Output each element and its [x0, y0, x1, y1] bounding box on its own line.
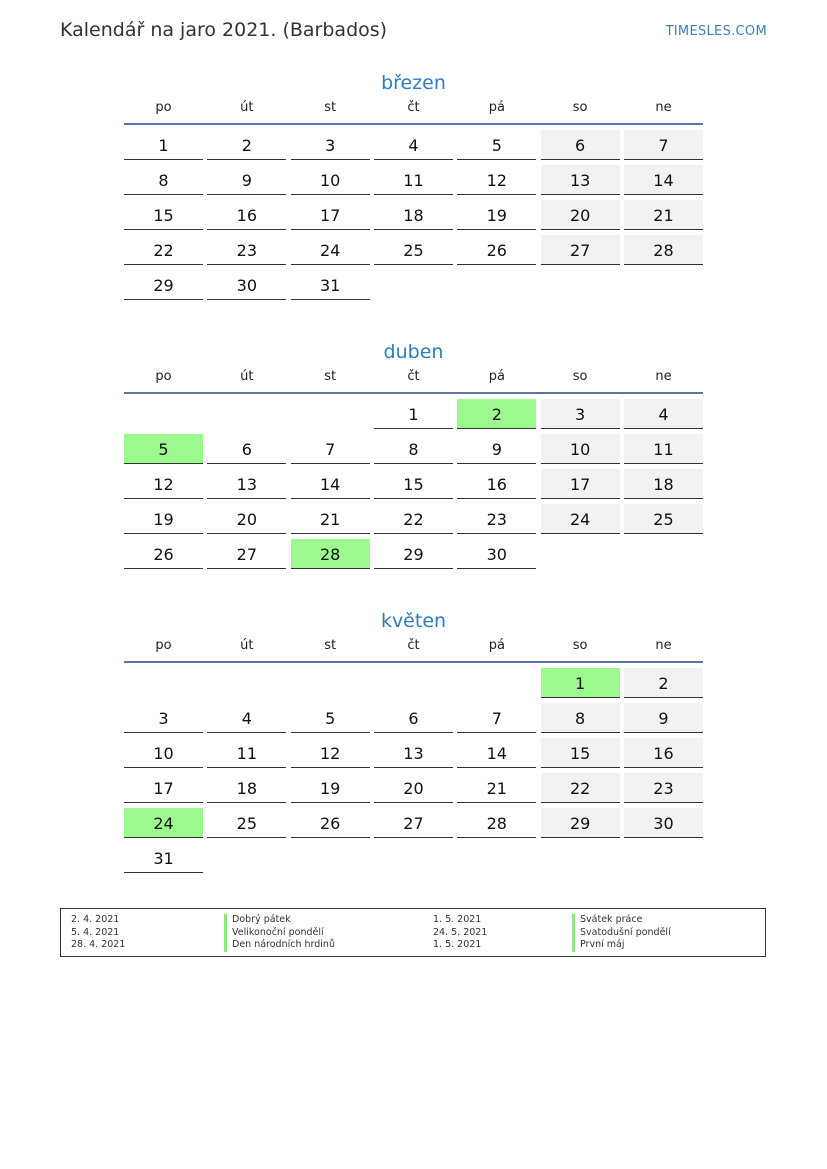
holiday-dates-right [433, 914, 487, 952]
day-cell: 12 [457, 165, 536, 195]
day-cell: 16 [457, 469, 536, 499]
day-cell: 27 [541, 235, 620, 265]
holiday-day-cell: 24 [124, 808, 203, 838]
day-cell: 17 [541, 469, 620, 499]
weekday-label: st [324, 369, 337, 384]
day-cell: 11 [207, 738, 286, 768]
day-cell: 14 [291, 469, 370, 499]
holiday-date: 5. 4. 2021 [71, 926, 120, 938]
day-cell: 19 [457, 200, 536, 230]
day-cell: 25 [207, 808, 286, 838]
day-cell: 15 [124, 200, 203, 230]
day-grid [124, 663, 703, 873]
day-cell: 13 [374, 738, 453, 768]
holiday-date: 1. 5. 2021 [433, 914, 482, 925]
holiday-date: 1. 5. 2021 [433, 939, 482, 950]
empty-cell [207, 399, 286, 429]
empty-cell [124, 668, 203, 698]
month-march [124, 68, 703, 300]
holiday-name: Svátek práce [572, 914, 671, 927]
day-cell: 2 [207, 130, 286, 160]
day-cell: 13 [207, 469, 286, 499]
day-cell: 6 [374, 703, 453, 733]
weekday-label: pá [488, 100, 505, 115]
weekday-label: pá [488, 369, 505, 384]
day-cell: 23 [207, 235, 286, 265]
month-title: duben [383, 341, 444, 363]
holiday-names-right [572, 914, 671, 952]
day-cell: 5 [291, 703, 370, 733]
day-cell: 22 [541, 773, 620, 803]
day-cell: 4 [624, 399, 703, 429]
day-cell: 14 [457, 738, 536, 768]
day-cell: 25 [624, 504, 703, 534]
holiday-day-cell: 5 [124, 434, 203, 464]
day-cell: 23 [624, 773, 703, 803]
day-cell: 3 [124, 703, 203, 733]
day-cell: 24 [291, 235, 370, 265]
weekday-label: ne [655, 100, 672, 115]
day-cell: 17 [291, 200, 370, 230]
month-title: březen [381, 72, 446, 94]
day-cell: 31 [291, 270, 370, 300]
holiday-name: Dobrý pátek [224, 914, 335, 927]
weekday-label: so [572, 638, 588, 653]
day-cell: 26 [124, 539, 203, 569]
day-cell: 29 [374, 539, 453, 569]
day-cell: 12 [124, 469, 203, 499]
day-cell: 30 [207, 270, 286, 300]
empty-cell [207, 668, 286, 698]
day-cell: 15 [374, 469, 453, 499]
day-cell: 4 [374, 130, 453, 160]
day-cell: 3 [291, 130, 370, 160]
day-cell: 8 [374, 434, 453, 464]
day-cell: 22 [374, 504, 453, 534]
weekday-label: ne [655, 638, 672, 653]
day-cell: 20 [541, 200, 620, 230]
day-cell: 10 [541, 434, 620, 464]
day-cell: 2 [624, 668, 703, 698]
day-cell: 17 [124, 773, 203, 803]
day-cell: 20 [374, 773, 453, 803]
day-cell: 18 [207, 773, 286, 803]
day-grid [124, 125, 703, 300]
day-cell: 28 [624, 235, 703, 265]
weekday-label: so [572, 100, 588, 115]
day-cell: 26 [457, 235, 536, 265]
weekday-label: ne [655, 369, 672, 384]
day-cell: 11 [624, 434, 703, 464]
day-cell: 1 [124, 130, 203, 160]
holiday-name: Velikonoční pondělí [224, 927, 335, 940]
day-cell: 7 [624, 130, 703, 160]
holiday-day-cell: 28 [291, 539, 370, 569]
holiday-day-cell: 2 [457, 399, 536, 429]
day-cell: 27 [207, 539, 286, 569]
day-cell: 21 [624, 200, 703, 230]
day-cell: 29 [541, 808, 620, 838]
day-cell: 21 [457, 773, 536, 803]
weekday-label: čt [407, 638, 420, 653]
day-cell: 4 [207, 703, 286, 733]
holiday-day-cell: 1 [541, 668, 620, 698]
weekday-label: čt [407, 369, 420, 384]
weekday-label: pá [488, 638, 505, 653]
day-cell: 16 [207, 200, 286, 230]
day-cell: 10 [291, 165, 370, 195]
site-link[interactable]: TIMESLES.COM [665, 24, 767, 39]
weekday-label: st [324, 638, 337, 653]
day-grid [124, 394, 703, 569]
day-cell: 12 [291, 738, 370, 768]
day-cell: 6 [207, 434, 286, 464]
day-cell: 9 [624, 703, 703, 733]
day-cell: 13 [541, 165, 620, 195]
day-cell: 9 [457, 434, 536, 464]
weekday-label: po [155, 638, 172, 653]
day-cell: 8 [541, 703, 620, 733]
day-cell: 3 [541, 399, 620, 429]
weekday-header [124, 367, 703, 394]
day-cell: 30 [624, 808, 703, 838]
holiday-name: Svatodušní pondělí [572, 927, 671, 940]
weekday-label: út [240, 638, 254, 653]
day-cell: 16 [624, 738, 703, 768]
empty-cell [291, 399, 370, 429]
day-cell: 10 [124, 738, 203, 768]
weekday-label: út [240, 369, 254, 384]
weekday-label: čt [407, 100, 420, 115]
day-cell: 23 [457, 504, 536, 534]
day-cell: 24 [541, 504, 620, 534]
empty-cell [374, 668, 453, 698]
day-cell: 27 [374, 808, 453, 838]
day-cell: 30 [457, 539, 536, 569]
day-cell: 25 [374, 235, 453, 265]
empty-cell [457, 668, 536, 698]
day-cell: 26 [291, 808, 370, 838]
month-april [124, 337, 703, 569]
day-cell: 29 [124, 270, 203, 300]
holiday-dates-left [71, 914, 125, 952]
day-cell: 11 [374, 165, 453, 195]
weekday-label: po [155, 369, 172, 384]
day-cell: 21 [291, 504, 370, 534]
day-cell: 5 [457, 130, 536, 160]
day-cell: 6 [541, 130, 620, 160]
day-cell: 19 [124, 504, 203, 534]
holiday-name: Den národních hrdinů [224, 939, 335, 952]
day-cell: 7 [457, 703, 536, 733]
day-cell: 7 [291, 434, 370, 464]
month-may [124, 606, 703, 873]
holiday-date: 2. 4. 2021 [71, 914, 120, 925]
empty-cell [291, 668, 370, 698]
day-cell: 31 [124, 843, 203, 873]
day-cell: 18 [624, 469, 703, 499]
weekday-header [124, 636, 703, 663]
holiday-date: 28. 4. 2021 [71, 939, 126, 950]
day-cell: 8 [124, 165, 203, 195]
day-cell: 18 [374, 200, 453, 230]
weekday-label: út [240, 100, 254, 115]
weekday-label: po [155, 100, 172, 115]
holiday-legend [60, 908, 766, 957]
day-cell: 14 [624, 165, 703, 195]
holiday-name: První máj [572, 939, 671, 952]
day-cell: 22 [124, 235, 203, 265]
weekday-label: st [324, 100, 337, 115]
day-cell: 28 [457, 808, 536, 838]
holiday-names-left [224, 914, 335, 952]
month-title: květen [380, 610, 447, 632]
day-cell: 19 [291, 773, 370, 803]
weekday-header [124, 98, 703, 125]
holiday-date: 24. 5. 2021 [433, 926, 488, 938]
day-cell: 1 [374, 399, 453, 429]
day-cell: 9 [207, 165, 286, 195]
weekday-label: so [572, 369, 588, 384]
day-cell: 15 [541, 738, 620, 768]
empty-cell [124, 399, 203, 429]
day-cell: 20 [207, 504, 286, 534]
page-title: Kalendář na jaro 2021. (Barbados) [60, 19, 388, 41]
